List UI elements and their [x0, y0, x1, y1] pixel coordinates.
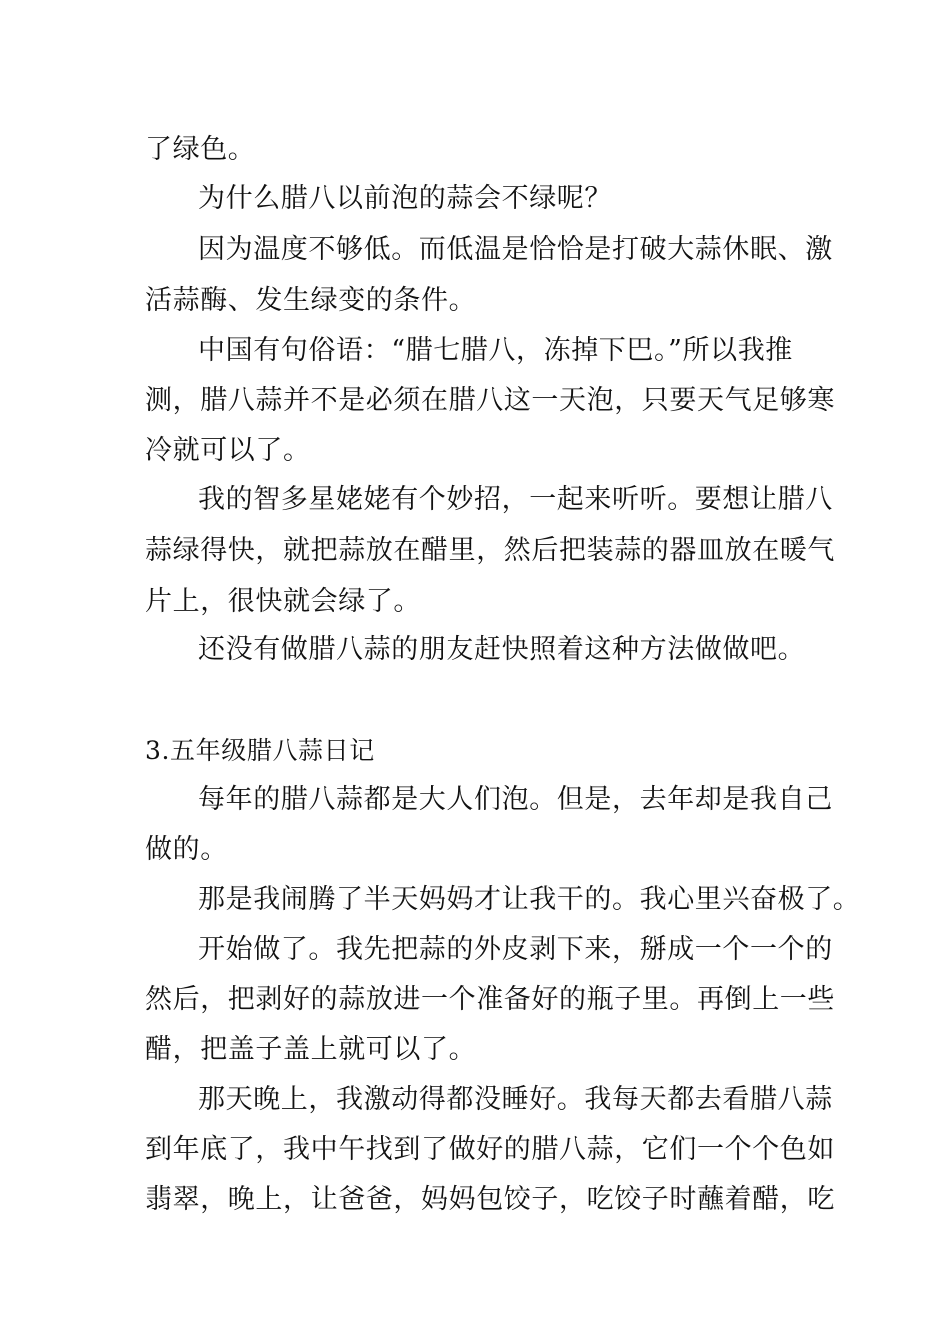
paragraph-line: 我的智多星姥姥有个妙招，一起来听听。要想让腊八: [198, 484, 833, 515]
paragraph-line: 活蒜酶、发生绿变的条件。: [145, 285, 477, 316]
paragraph-line: 蒜绿得快，就把蒜放在醋里，然后把装蒜的器皿放在暖气: [145, 535, 835, 566]
paragraph-line: 每年的腊八蒜都是大人们泡。但是，去年却是我自己: [198, 784, 833, 815]
paragraph-line: 然后，把剥好的蒜放进一个准备好的瓶子里。再倒上一些: [145, 984, 835, 1015]
paragraph-line: 那天晚上，我激动得都没睡好。我每天都去看腊八蒜: [198, 1084, 833, 1115]
paragraph-line: 为什么腊八以前泡的蒜会不绿呢？: [198, 183, 612, 214]
paragraph-line: 片上，很快就会绿了。: [145, 586, 421, 617]
paragraph-line: 测，腊八蒜并不是必须在腊八这一天泡，只要天气足够寒: [145, 385, 835, 416]
paragraph-line: 了绿色。: [145, 134, 256, 165]
paragraph-line: 因为温度不够低。而低温是恰恰是打破大蒜休眠、激: [198, 234, 833, 265]
paragraph-line: 冷就可以了。: [145, 435, 311, 466]
paragraph-line: 还没有做腊八蒜的朋友赶快照着这种方法做做吧。: [198, 634, 806, 665]
paragraph-line: 那是我闹腾了半天妈妈才让我干的。我心里兴奋极了。: [198, 884, 861, 915]
paragraph-line: 开始做了。我先把蒜的外皮剥下来，掰成一个一个的: [198, 934, 833, 965]
paragraph-line: 做的。: [145, 834, 228, 865]
paragraph-line: 到年底了，我中午找到了做好的腊八蒜，它们一个个色如: [145, 1134, 835, 1165]
paragraph-line: 翡翠，晚上，让爸爸，妈妈包饺子，吃饺子时蘸着醋，吃: [145, 1184, 835, 1215]
paragraph-line: 中国有句俗语：“腊七腊八，冻掉下巴。”所以我推: [198, 335, 793, 366]
section-heading: 3.五年级腊八蒜日记: [145, 736, 375, 765]
paragraph-line: 醋，把盖子盖上就可以了。: [145, 1034, 477, 1065]
